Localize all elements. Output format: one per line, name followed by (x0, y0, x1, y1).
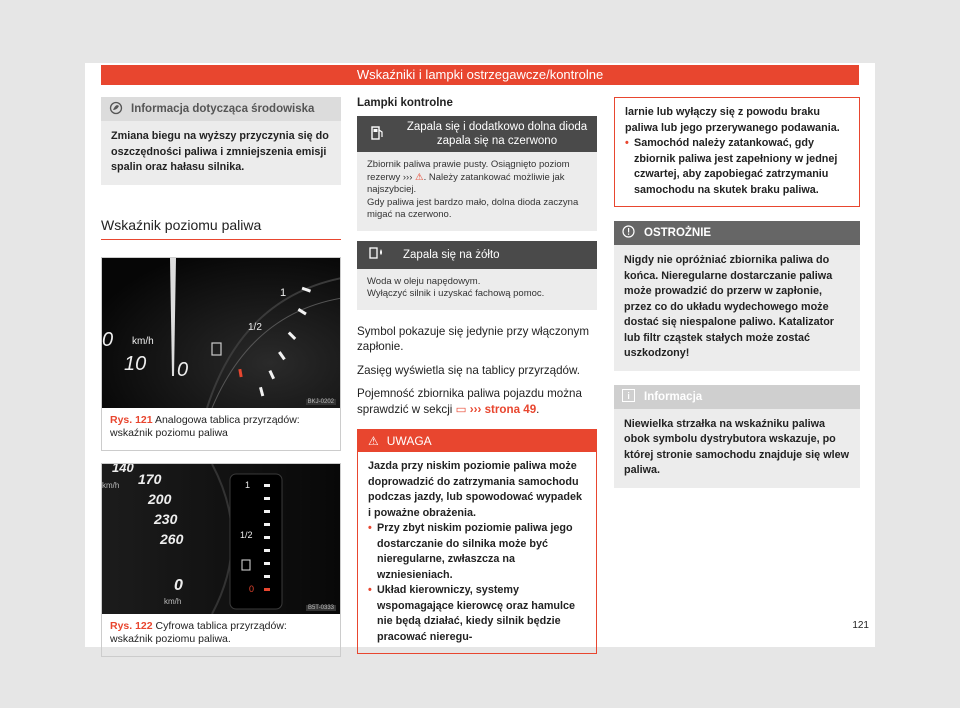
lamp-fuel-reserve (357, 116, 597, 231)
warning-header (358, 430, 596, 452)
speed-140: 140 (112, 463, 134, 475)
lamps-title: Lampki kontrolne (357, 97, 453, 109)
warning-body-continued (615, 98, 859, 206)
analog-gauge-image (102, 258, 340, 408)
lamp-fuel-reserve-header (357, 116, 597, 152)
figure-122 (101, 463, 341, 657)
digital-unit: km/h (164, 596, 182, 606)
svg-text:km/h: km/h (102, 480, 120, 490)
column-left (101, 97, 341, 657)
gauge-label-full: 1 (280, 286, 287, 299)
digital-fuel-half: 1/2 (240, 529, 253, 540)
lamp1-text-b: . Należy zatankować możliwie jak najszybciej. (367, 171, 565, 195)
gauge-number-0: 0 (177, 358, 189, 381)
speed-170: 170 (138, 470, 162, 487)
figure-121-caption-text: Analogowa tablica przyrządów: wskaźnik poziomu paliwa (110, 413, 300, 439)
gauge-unit: km/h (132, 335, 154, 347)
figure-code: B5T-0333 (307, 604, 334, 611)
figure-122-label: Rys. 122 (110, 619, 153, 632)
gauge-label-half: 1/2 (248, 321, 262, 333)
section-title: Wskaźnik poziomu paliwa (101, 217, 341, 240)
warning-bullet-3: • Samochód należy zatankować, gdy zbiornik paliwa jest zapełniony w jednej czwartej, aby zapobiegać zatrzymaniu samochodu na skutek braku paliwa. (625, 136, 849, 198)
note-box (614, 385, 860, 488)
lamp-water-in-diesel (357, 241, 597, 310)
caution-body: Nigdy nie opróżniać zbiornika paliwa do końca. Nieregularne dostarczanie paliwa może prowadzić do przerw w zapłonie, przez co do układu wydechowego może dostać się niespalone paliwo. Katalizator lub filtr cząstek stałych może zostać uszkodzony! (624, 254, 834, 359)
exclamation-circle-icon (622, 225, 635, 241)
fuel-pump-icon (357, 125, 397, 144)
speed-200: 200 (148, 490, 172, 507)
figure-122-caption-text: Cyfrowa tablica przyrządów: wskaźnik poziomu paliwa. (110, 619, 287, 645)
figure-121-label: Rys. 121 (110, 413, 153, 426)
digital-fuel-full: 1 (245, 479, 251, 490)
warning-bullet-2: • Układ kierowniczy, systemy wspomagające kierowcę oraz hamulce nie będą działać, kiedy silnik będzie pracować nieregu- (368, 583, 586, 645)
lamp-water-body (357, 269, 597, 310)
warning-bullet-2-text: Układ kierowniczy, systemy wspomagające kierowcę oraz hamulce nie będą działać, kiedy silnik będzie pracować nieregu- (377, 584, 576, 643)
lamp-water-title: Zapala się na żółto (403, 248, 500, 261)
warning-box-continued (614, 97, 860, 207)
warning-triangle-icon: ⚠ (368, 434, 379, 448)
lamp1-text-a: Zbiornik paliwa prawie pusty. Osiągnięto poziom rezerwy ››› (367, 159, 570, 183)
warning-continuation: larnie lub wyłączy się z powodu braku paliwa lub jego przerywanego podawania. (625, 106, 840, 134)
lamp1-text-c: Gdy paliwa jest bardzo mało, dolna dioda zaczyna migać na czerwono. (367, 196, 579, 220)
warning-bullet-3-text: Samochód należy zatankować, gdy zbiornik paliwa jest zapełniony w jednej czwartej, aby zapobiegać zatrzymaniu samochodu na skutek braku paliwa. (634, 137, 838, 196)
warning-body (358, 452, 596, 653)
manual-page (85, 63, 875, 647)
speed-260: 260 (160, 530, 184, 547)
paragraph-symbol: Symbol pokazuje się jedynie przy włączonym zapłonie. (357, 324, 589, 353)
page-header: Wskaźniki i lampki ostrzegawcze/kontrolne (101, 65, 859, 85)
lamp-water-header (357, 241, 597, 269)
paragraph-capacity (357, 386, 597, 417)
note-title: Informacja (644, 390, 703, 403)
lamp-fuel-reserve-body (357, 152, 597, 231)
page-number: 121 (852, 620, 869, 631)
caution-title: OSTROŻNIE (644, 227, 712, 239)
caution-box (614, 221, 860, 371)
figure-code: BKJ-0202 (307, 398, 334, 405)
paragraph-range: Zasięg wyświetla się na tablicy przyrządów. (357, 363, 580, 377)
info-icon (622, 389, 635, 405)
book-icon: ▭ (455, 402, 467, 416)
note-body: Niewielka strzałka na wskaźniku paliwa obok symbolu dystrybutora wskazuje, po której stronie samochodu znajduje się wlew paliwa. (624, 417, 849, 476)
figure-122-caption (102, 614, 340, 656)
digital-gauge-image (102, 464, 340, 614)
warning-triangle-icon: ⚠ (415, 171, 424, 183)
digital-fuel-empty: 0 (249, 583, 255, 594)
caution-header (614, 221, 860, 245)
environment-info-body: Zmiana biegu na wyższy przyczynia się do oszczędności paliwa i zmniejszenia emisji spalin oraz hałasu silnika. (111, 130, 329, 173)
figure-121 (101, 257, 341, 451)
water-in-fuel-icon (357, 246, 397, 263)
environment-info-title: Informacja dotycząca środowiska (131, 103, 315, 115)
figure-121-caption (102, 408, 340, 450)
column-middle (357, 97, 597, 654)
leaf-icon (109, 101, 123, 118)
warning-bullet-1: • Przy zbyt niskim poziomie paliwa jego dostarczanie do silnika może być nieregularne, zwłaszcza na wzniesieniach. (368, 521, 586, 583)
page-reference-link[interactable]: ››› strona 49 (469, 402, 537, 416)
lamp-fuel-reserve-title: Zapala się i dodatkowo dolna dioda zapala się na czerwono (406, 121, 588, 147)
warning-intro: Jazda przy niskim poziomie paliwa może doprowadzić do zatrzymania samochodu podczas jazdy, lub spowodować wypadek i poważne obrażenia. (368, 460, 582, 519)
capacity-end: . (536, 402, 540, 416)
environment-info-box (101, 97, 341, 185)
warning-title: UWAGA (386, 434, 432, 448)
speed-0: 0 (174, 576, 183, 594)
warning-bullet-1-text: Przy zbyt niskim poziomie paliwa jego dostarczanie do silnika może być nieregularne, zwłaszcza na wzniesieniach. (377, 522, 573, 581)
svg-text:0: 0 (102, 328, 114, 351)
lamp2-text-a: Woda w oleju napędowym. (367, 275, 481, 287)
note-header (614, 385, 860, 409)
environment-info-header (101, 97, 341, 121)
gauge-number-10: 10 (124, 352, 147, 375)
speed-230: 230 (154, 510, 178, 527)
column-right (614, 97, 860, 488)
capacity-text: Pojemność zbiornika paliwa pojazdu można sprawdzić w sekcji (357, 387, 582, 416)
lamp2-text-b: Wyłączyć silnik i uzyskać fachową pomoc. (367, 288, 545, 299)
warning-box (357, 429, 597, 654)
